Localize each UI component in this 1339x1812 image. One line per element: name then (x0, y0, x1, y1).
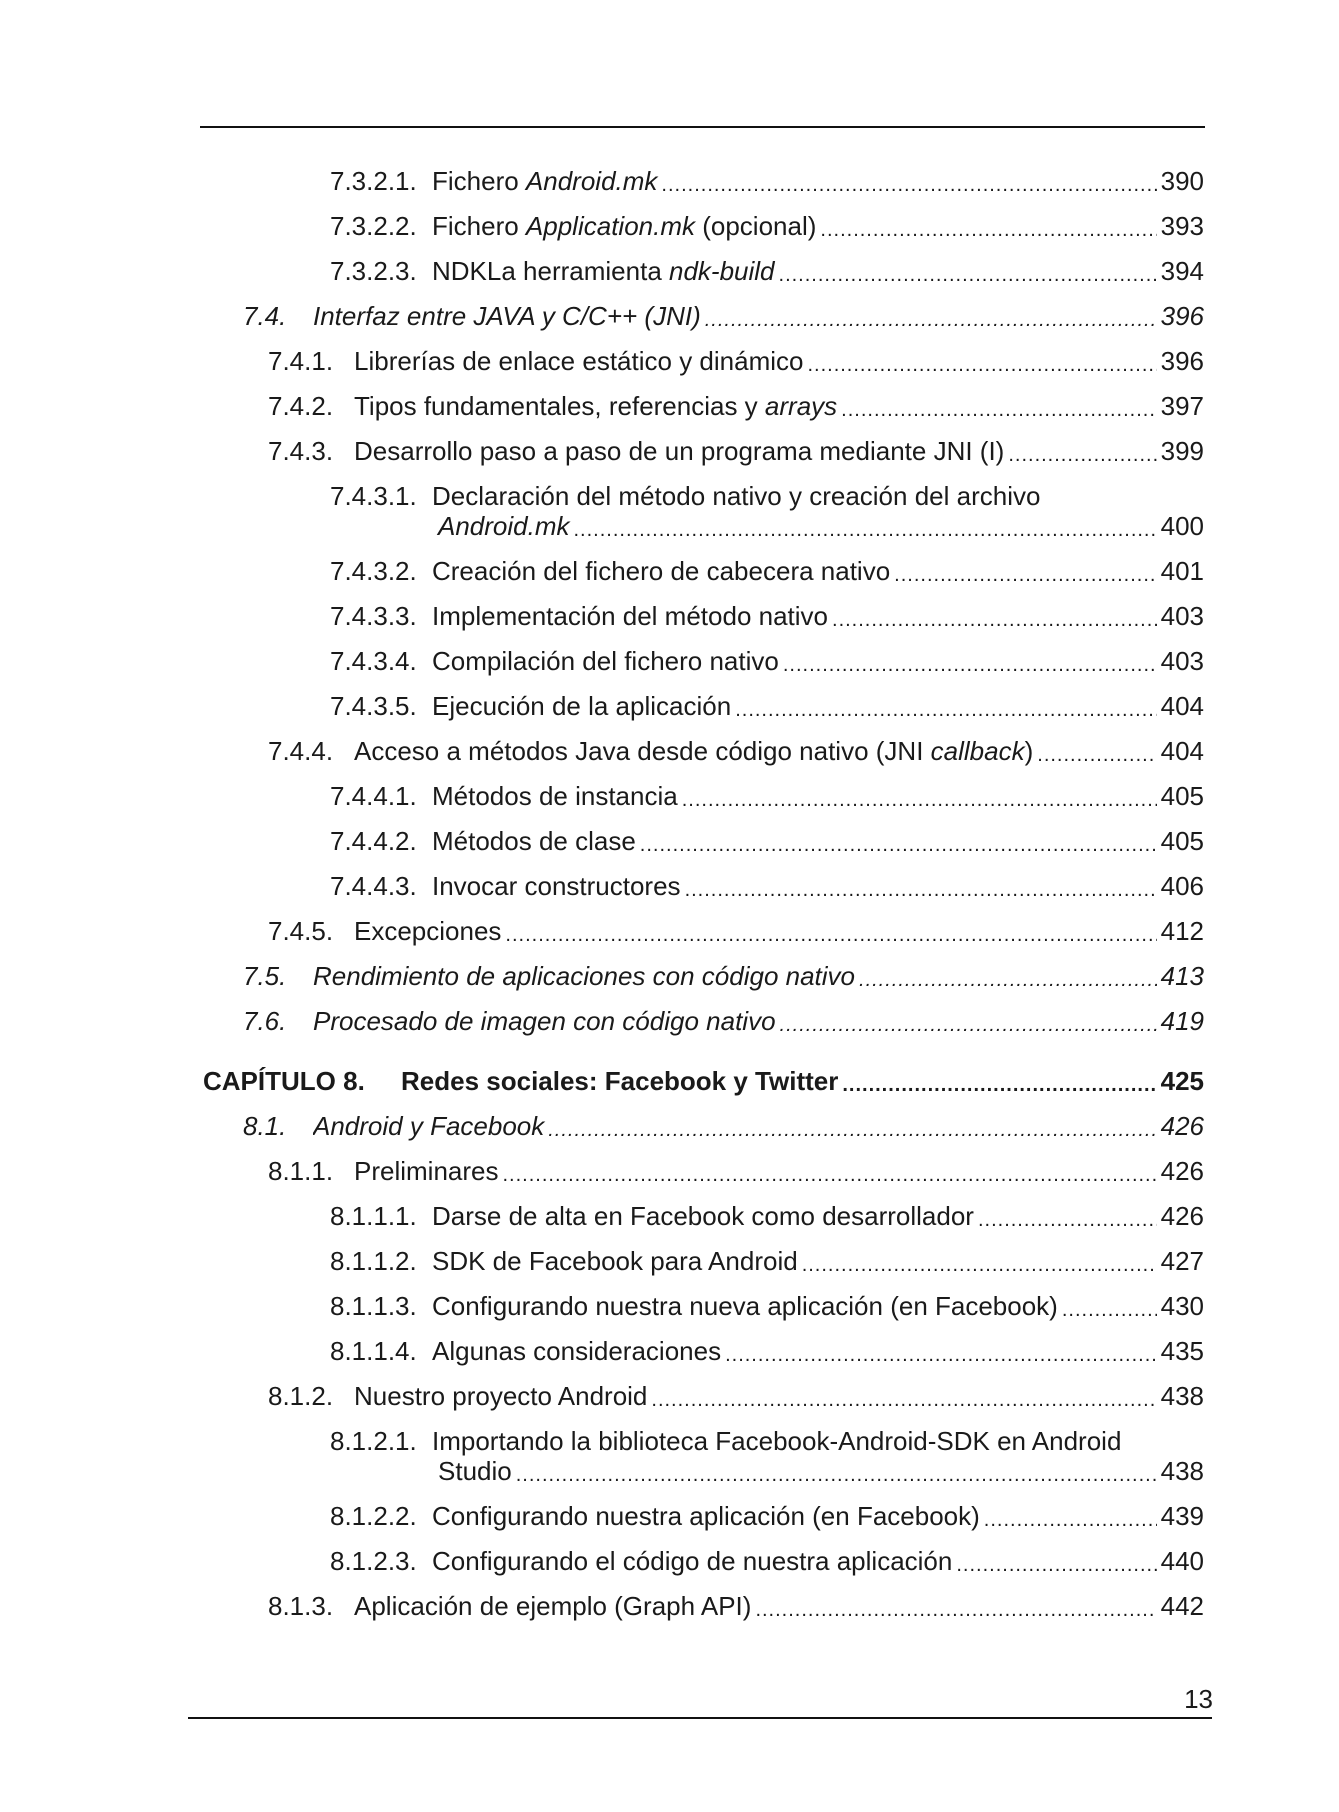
header-rule (200, 126, 1205, 128)
toc-entry[interactable] (330, 1246, 1204, 1276)
dot-leader (1008, 444, 1156, 466)
toc-entry-number: 8.1.1.3. (330, 1291, 417, 1321)
toc-entry-number: 7.4.1. (268, 346, 334, 376)
toc-entry[interactable] (268, 1381, 1204, 1411)
dot-leader (516, 1464, 1157, 1486)
dot-leader (832, 609, 1157, 631)
toc-entry-number: 7.4.4.3. (330, 871, 417, 901)
dot-leader (807, 354, 1156, 376)
toc-entry-page: 430 (1160, 1291, 1204, 1321)
toc-entry-title: Desarrollo paso a paso de un programa mediante JNI (I) (354, 436, 1005, 466)
toc-entry-page: 400 (1160, 511, 1204, 541)
toc-entry-title: Android y Facebook (313, 1111, 545, 1141)
dot-leader (802, 1254, 1157, 1276)
toc-entry-title: Compilación del fichero nativo (432, 646, 779, 676)
dot-leader (1037, 744, 1156, 766)
toc-entry-number: 7.4.4.1. (330, 781, 417, 811)
toc-entry[interactable] (330, 1201, 1204, 1231)
dot-leader (651, 1389, 1156, 1411)
toc-entry-page: 403 (1160, 601, 1204, 631)
toc-entry-page: 405 (1160, 826, 1204, 856)
toc-entry-title: Creación del fichero de cabecera nativo (432, 556, 891, 586)
toc-entry-page: 404 (1160, 736, 1204, 766)
toc-entry[interactable] (268, 346, 1204, 376)
toc-chapter-entry[interactable] (203, 1066, 1204, 1096)
toc-entry-title: NDKLa herramienta ndk-build (432, 256, 775, 286)
toc-entry-page: 426 (1160, 1111, 1204, 1141)
toc-entry[interactable] (243, 301, 1204, 331)
toc-entry-title: Ejecución de la aplicación (432, 691, 732, 721)
dot-leader (755, 1599, 1156, 1621)
toc-entry-number: 7.4.4. (268, 736, 334, 766)
toc-entry-page: 393 (1160, 211, 1204, 241)
toc-entry-number: 8.1.2.1. (330, 1426, 417, 1456)
toc-entry-title: Configurando nuestra nueva aplicación (en Facebook) (432, 1291, 1058, 1321)
toc-entry-title: Preliminares (354, 1156, 499, 1186)
toc-entry-page: 438 (1160, 1381, 1204, 1411)
toc-entry-number: 7.4.2. (268, 391, 334, 421)
toc-entry[interactable] (243, 1111, 1204, 1141)
toc-entry[interactable] (330, 256, 1204, 286)
toc-entry-title: Darse de alta en Facebook como desarrollador (432, 1201, 974, 1231)
toc-entry-number: 7.4.3.5. (330, 691, 417, 721)
dot-leader (779, 264, 1157, 286)
footer-rule (188, 1717, 1212, 1719)
dot-leader (984, 1509, 1157, 1531)
toc-entry[interactable] (330, 1426, 1204, 1486)
dot-leader (640, 834, 1157, 856)
toc-entry-number: 8.1.1.2. (330, 1246, 417, 1276)
toc-entry[interactable] (268, 916, 1204, 946)
toc-entry-page: 440 (1160, 1546, 1204, 1576)
toc-entry[interactable] (268, 1156, 1204, 1186)
toc-entry-number: 7.4. (243, 301, 287, 331)
toc-entry[interactable] (330, 1546, 1204, 1576)
toc-entry[interactable] (268, 1591, 1204, 1621)
toc-chapter-page: 425 (1160, 1066, 1204, 1096)
dot-leader (841, 399, 1156, 421)
dot-leader (820, 219, 1156, 241)
toc-entry[interactable] (330, 556, 1204, 586)
toc-entry-number: 7.4.3.3. (330, 601, 417, 631)
toc-entry-title: Procesado de imagen con código nativo (313, 1006, 776, 1036)
toc-entry-number: 7.4.3.1. (330, 481, 417, 511)
toc-entry-page: 419 (1160, 1006, 1204, 1036)
toc-entry-page: 396 (1160, 346, 1204, 376)
toc-entry[interactable] (330, 1501, 1204, 1531)
toc-entry[interactable] (268, 391, 1204, 421)
toc-entry-title: Excepciones (354, 916, 502, 946)
toc-entry-title: Invocar constructores (432, 871, 681, 901)
toc-entry[interactable] (330, 646, 1204, 676)
toc-entry-page: 401 (1160, 556, 1204, 586)
toc-entry-title: Métodos de instancia (432, 781, 678, 811)
dot-leader (956, 1554, 1156, 1576)
toc-entry-number: 7.4.3. (268, 436, 334, 466)
toc-entry-number: 8.1.2.3. (330, 1546, 417, 1576)
toc-entry-page: 426 (1160, 1201, 1204, 1231)
toc-entry[interactable] (330, 1291, 1204, 1321)
toc-entry-number: 8.1.1.4. (330, 1336, 417, 1366)
toc-entry-title-line1: Declaración del método nativo y creación del archivo (432, 481, 1041, 511)
toc-entry-title: Métodos de clase (432, 826, 636, 856)
toc-entry-page: 438 (1160, 1456, 1204, 1486)
toc-entry-number: 8.1.2.2. (330, 1501, 417, 1531)
toc-entry-page: 399 (1160, 436, 1204, 466)
toc-entry[interactable] (243, 1006, 1204, 1036)
toc-entry[interactable] (330, 871, 1204, 901)
toc-chapter-number: CAPÍTULO 8. (203, 1066, 365, 1096)
dot-leader (894, 564, 1156, 586)
dot-leader (783, 654, 1157, 676)
toc-entry-number: 7.3.2.2. (330, 211, 417, 241)
toc-entry-title: Fichero Application.mk (opcional) (432, 211, 817, 241)
toc-entry-page: 396 (1160, 301, 1204, 331)
toc-entry-number: 7.3.2.3. (330, 256, 417, 286)
toc-entry[interactable] (330, 166, 1204, 196)
toc-entry-page: 403 (1160, 646, 1204, 676)
toc-entry-title: Studio (438, 1456, 512, 1486)
toc-entry-number: 8.1.1. (268, 1156, 334, 1186)
toc-entry[interactable] (330, 781, 1204, 811)
toc-entry-number: 8.1.2. (268, 1381, 334, 1411)
toc-entry-page: 439 (1160, 1501, 1204, 1531)
dot-leader (503, 1164, 1157, 1186)
toc-entry-title-line1: Importando la biblioteca Facebook-Android-SDK en Android (432, 1426, 1122, 1456)
toc-entry-title: Tipos fundamentales, referencias y arrays (354, 391, 838, 421)
toc-entry[interactable] (330, 691, 1204, 721)
dot-leader (505, 924, 1156, 946)
toc-entry[interactable] (330, 826, 1204, 856)
toc-entry-number: 8.1.3. (268, 1591, 334, 1621)
dot-leader (780, 1014, 1157, 1036)
toc-entry-page: 390 (1160, 166, 1204, 196)
toc-entry-title: Rendimiento de aplicaciones con código nativo (313, 961, 856, 991)
dot-leader (859, 969, 1157, 991)
toc-entry-title: Android.mk (438, 511, 570, 541)
toc-entry[interactable] (330, 211, 1204, 241)
dot-leader (978, 1209, 1157, 1231)
toc-entry-number: 7.5. (243, 961, 287, 991)
toc-entry[interactable] (243, 961, 1204, 991)
toc-entry[interactable] (268, 436, 1204, 466)
toc-entry-title: Implementación del método nativo (432, 601, 829, 631)
toc-entry-page: 394 (1160, 256, 1204, 286)
toc-entry-page: 426 (1160, 1156, 1204, 1186)
toc-entry-number: 7.4.3.2. (330, 556, 417, 586)
toc-entry[interactable] (330, 601, 1204, 631)
toc-entry-page: 413 (1160, 961, 1204, 991)
toc-entry-number: 7.4.4.2. (330, 826, 417, 856)
toc-entry-title: Aplicación de ejemplo (Graph API) (354, 1591, 752, 1621)
toc-entry-title: Configurando el código de nuestra aplicación (432, 1546, 953, 1576)
dot-leader (548, 1119, 1156, 1141)
dot-leader (705, 309, 1157, 331)
toc-entry-page: 405 (1160, 781, 1204, 811)
toc-entry-page: 406 (1160, 871, 1204, 901)
toc-entry[interactable] (268, 736, 1204, 766)
dot-leader (1062, 1299, 1157, 1321)
dot-leader (842, 1074, 1156, 1096)
dot-leader (574, 519, 1157, 541)
toc-entry-title: Algunas consideraciones (432, 1336, 722, 1366)
dot-leader (725, 1344, 1157, 1366)
toc-entry-page: 412 (1160, 916, 1204, 946)
toc-entry-title: SDK de Facebook para Android (432, 1246, 798, 1276)
toc-entry-number: 8.1. (243, 1111, 287, 1141)
dot-leader (735, 699, 1156, 721)
toc-entry-title: Acceso a métodos Java desde código nativo (JNI callback) (354, 736, 1034, 766)
toc-entry[interactable] (330, 481, 1204, 541)
toc-entry-title: Librerías de enlace estático y dinámico (354, 346, 804, 376)
dot-leader (682, 789, 1157, 811)
page-number: 13 (1184, 1684, 1213, 1714)
toc-entry[interactable] (330, 1336, 1204, 1366)
toc-entry-number: 7.4.3.4. (330, 646, 417, 676)
toc-entry-title: Configurando nuestra aplicación (en Facebook) (432, 1501, 980, 1531)
dot-leader (685, 879, 1157, 901)
toc-chapter-title: Redes sociales: Facebook y Twitter (401, 1066, 839, 1096)
toc-entry-title: Fichero Android.mk (432, 166, 658, 196)
toc-entry-page: 442 (1160, 1591, 1204, 1621)
toc-entry-number: 8.1.1.1. (330, 1201, 417, 1231)
toc-entry-number: 7.4.5. (268, 916, 334, 946)
toc-entry-page: 427 (1160, 1246, 1204, 1276)
toc-entry-page: 397 (1160, 391, 1204, 421)
toc-entry-title: Nuestro proyecto Android (354, 1381, 648, 1411)
dot-leader (661, 174, 1156, 196)
toc-entry-number: 7.3.2.1. (330, 166, 417, 196)
toc-entry-title: Interfaz entre JAVA y C/C++ (JNI) (313, 301, 701, 331)
toc-entry-number: 7.6. (243, 1006, 287, 1036)
toc-entry-page: 404 (1160, 691, 1204, 721)
toc-entry-page: 435 (1160, 1336, 1204, 1366)
